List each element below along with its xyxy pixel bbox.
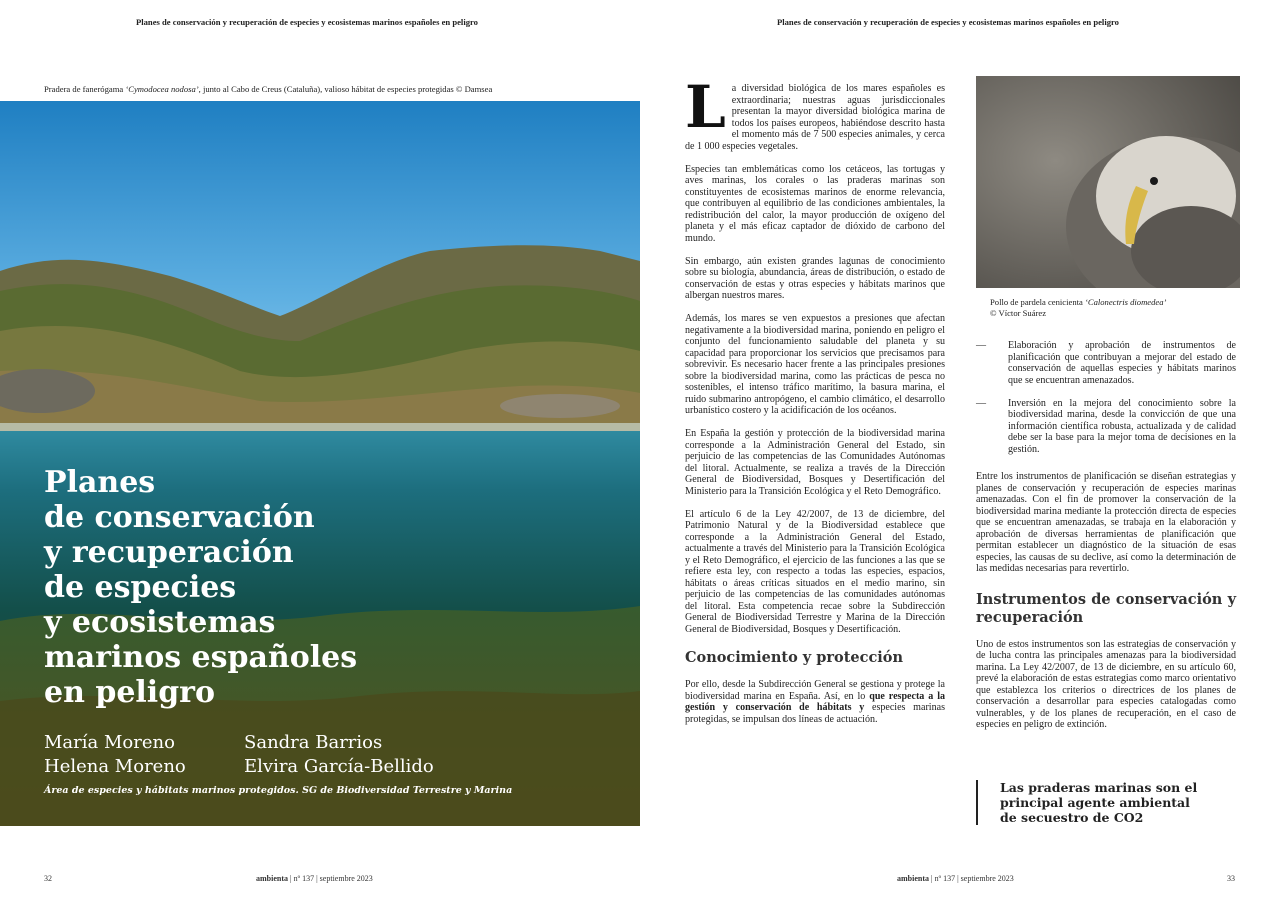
title-line: en peligro: [44, 675, 215, 710]
page-number-left: 32: [44, 874, 52, 883]
title-line: y ecosistemas: [44, 605, 276, 640]
photo-credit: Área de especies y hábitats marinos protegidos. SG de Biodiversidad Terrestre y Marina: [44, 785, 513, 796]
page-number-right: 33: [1227, 874, 1235, 883]
intro-paragraph: La diversidad biológica de los mares españoles es extraordinaria; nuestras aguas jurisdiccionales presentan la mayor diversidad biológica marina de todos los países europeos, habiéndose descrito hasta el momento más de 7 500 especies animales, y cerca de 1 000 especies vegetales.: [685, 73, 945, 152]
running-header-right: Planes de conservación y recuperación de especies y ecosistemas marinos españoles en peligro: [777, 17, 1119, 27]
body-column: [685, 73, 946, 725]
bullet-dash: —: [976, 397, 987, 409]
bird-photo: [976, 76, 1240, 288]
footer-right: ambienta | nº 137 | septiembre 2023: [897, 874, 1014, 883]
title-line: Planes: [44, 465, 156, 500]
bullet-item: — Inversión en la mejora del conocimiento sobre la biodiversidad marina, desde la convicción de que una información científica robusta, actualizada y de calidad debe ser la base para la mejor toma de decisiones en la gestión.: [976, 397, 1236, 455]
body-paragraph: Por ello, desde la Subdirección General se gestiona y protege la biodiversidad marina en España. Así, en lo que respecta a la gestión y conservación de hábitats y especies marinas protegidas, se impulsan dos líneas de actuación.: [685, 679, 946, 725]
bird-caption: Pollo de pardela cenicienta ‘Calonectris diomedea’ © Víctor Suárez: [990, 297, 1167, 318]
author-4: Elvira García-Bellido: [244, 756, 434, 777]
footer-left: ambienta | nº 137 | septiembre 2023: [256, 874, 373, 883]
article-title: [44, 465, 357, 710]
heading-instrumentos: Instrumentos de conservación y recuperación: [976, 590, 1236, 626]
heading-conocimiento: Conocimiento y protección: [685, 649, 904, 666]
drop-cap: L: [685, 73, 726, 141]
pull-quote: Las praderas marinas son el principal agente ambiental de secuestro de CO2: [976, 780, 1200, 825]
body-paragraph: Especies tan emblemáticas como los cetáceos, las tortugas y aves marinas, los corales o las praderas marinas son constituyentes de ecosistemas marinos de enorme relevancia, que contribuyen al equilibrio de las condiciones ambientales, la redistribución del calor, la mayor producción de oxígeno del planeta y el más eficaz captador de dióxido de carbono del mundo.: [685, 163, 945, 244]
author-3: Helena Moreno: [44, 756, 186, 777]
title-line: de conservación: [44, 500, 315, 535]
title-line: marinos españoles: [44, 640, 358, 675]
body-paragraph: El artículo 6 de la Ley 42/2007, de 13 de diciembre, del Patrimonio Natural y de la Biodiversidad establece que corresponde a la Administración General del Estado, actualmente a través del Ministerio para la Transición Ecológica y el Reto Demográfico, el ejercicio de las funciones a las que se refiere esta ley, con respecto a todas las especies, espacios, hábitats o áreas críticas situados en el medio marino, sin perjuicio de las competencias de las comunidades autónomas del litoral. Esta competencia recae sobre la Subdirección General de Biodiversidad Terrestre y Marina de la Dirección General de Biodiversidad, Bosques y Desertificación.: [685, 508, 945, 635]
body-paragraph: Sin embargo, aún existen grandes lagunas de conocimiento sobre su biología, abundancia, áreas de distribución, o estado de conservación de estas y otras especies y hábitats marinos que albergan nuestros mares.: [685, 255, 945, 301]
author-2: Sandra Barrios: [244, 732, 383, 753]
body-paragraph: Entre los instrumentos de planificación se diseñan estrategias y planes de conservación y recuperación de especies marinas amenazadas. Con el fin de promover la conservación de la biodiversidad marina mediante la protección directa de especies que se encuentran amenazadas, se trabaja en la elaboración y aprobación de diversas herramientas de planificación que permitan establecer un diagnóstico de la situación de esas especies, las causas de su declive, así como la determinación de las medidas necesarias para revertirlo.: [976, 471, 1236, 574]
body-paragraph: Uno de estos instrumentos son las estrategias de conservación y de lucha contra las principales amenazas para la biodiversidad marina. La Ley 42/2007, de 13 de diciembre, en su artículo 60, prevé la elaboración de estas estrategias como marco orientativo que establezca los criterios o directrices de los planes de conservación a desarrollar para especies catalogadas como vulnerables, y de los planes de recuperación, en el caso de especies en peligro de extinción.: [976, 638, 1236, 730]
bullet-dash: —: [976, 340, 987, 351]
photo-caption: Pradera de fanerógama ‘Cymodocea nodosa’, junto al Cabo de Creus (Cataluña), valioso hábitat de especies protegidas © Damsea: [44, 84, 493, 94]
body-paragraph: Además, los mares se ven expuestos a presiones que afectan negativamente a la biodiversidad marina, poniendo en peligro el conjunto del funcionamiento saludable del planeta y su capacidad para proporcionar los servicios que precisamos para sobrevivir. Es necesario hacer frente a las principales presiones sobre la biodiversidad marina, como las prácticas de pesca no sostenibles, el intenso tráfico marítimo, la basura marina, el ruido submarino antropógeno, el cambio climático, el desarrollo urbanístico costero y la acidificación de los océanos.: [685, 313, 945, 416]
cover-photo-illustration: [0, 101, 640, 826]
author-1: María Moreno: [44, 732, 175, 753]
right-column: [976, 340, 1236, 731]
bird-photo-illustration: [976, 76, 1240, 288]
cover-photo: [0, 101, 640, 826]
body-paragraph: En España la gestión y protección de la biodiversidad marina corresponde a la Administración General del Estado, sin perjuicio de las competencias de las Comunidades Autónomas del litoral. Actualmente, se realiza a través de la Dirección General de Biodiversidad, Bosques y Desertificación del Ministerio para la Transición Ecológica y el Reto Demográfico.: [685, 428, 945, 497]
title-line: y recuperación: [44, 535, 294, 570]
running-header-left: Planes de conservación y recuperación de especies y ecosistemas marinos españoles en peligro: [136, 17, 478, 27]
title-line: de especies: [44, 570, 237, 605]
bullet-item: — Elaboración y aprobación de instrumentos de planificación que contribuyan a mejorar del estado de conservación de aquellas especies y hábitats marinos que se encuentran amenazados.: [976, 340, 1236, 386]
